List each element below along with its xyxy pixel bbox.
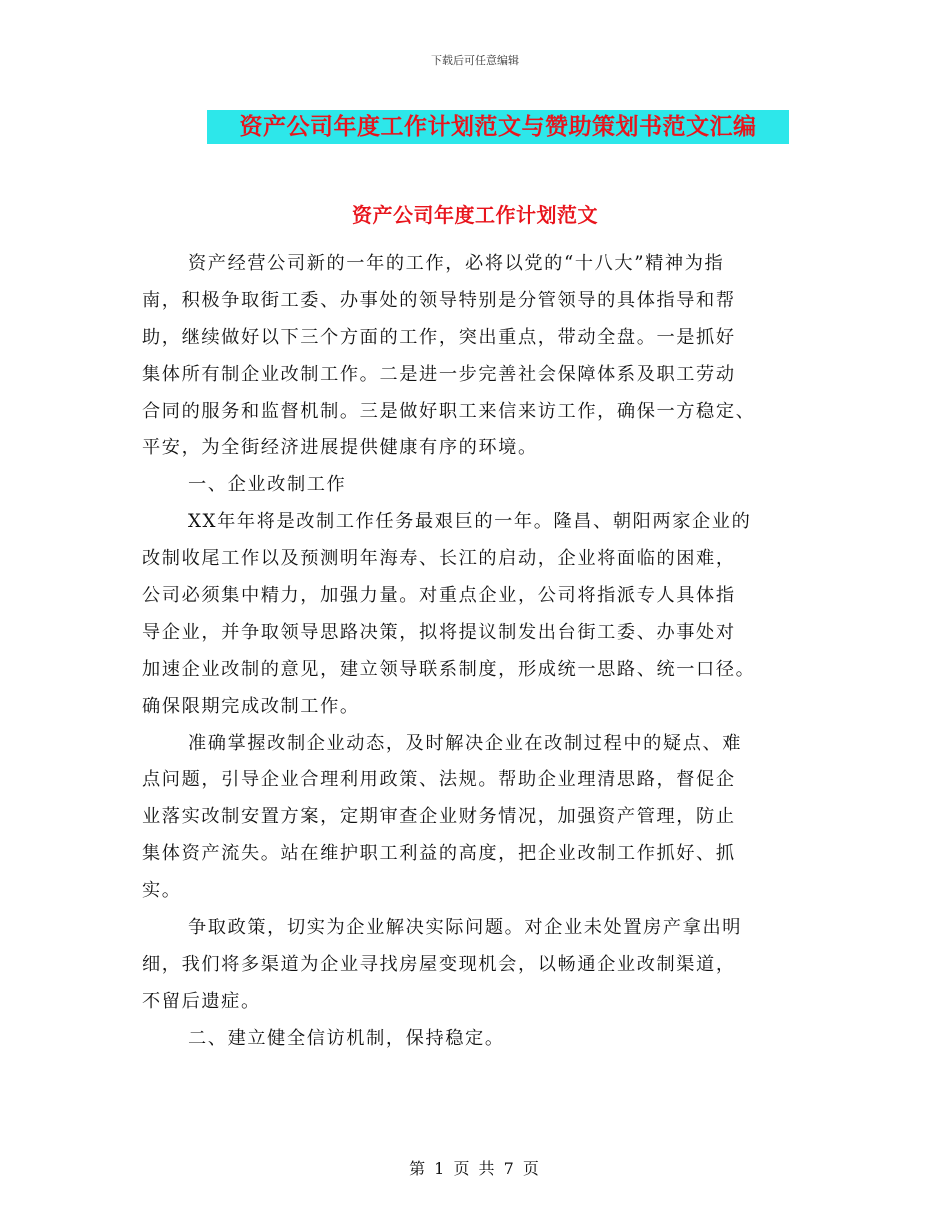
paragraph-line: 集体所有制企业改制工作。二是进一步完善社会保障体系及职工劳动 [142, 363, 736, 385]
paragraph-line: 加速企业改制的意见，建立领导联系制度，形成统一思路、统一口径。 [142, 658, 756, 680]
paragraph-line: 改制收尾工作以及预测明年海寿、长江的启动，企业将面临的困难， [142, 548, 736, 570]
paragraph-line: 业落实改制安置方案，定期审查企业财务情况，加强资产管理，防止 [142, 806, 736, 828]
paragraph-line: 助，继续做好以下三个方面的工作，突出重点，带动全盘。一是抓好 [142, 326, 736, 348]
paragraph-line: 不留后遗症。 [142, 990, 261, 1012]
paragraph-line: 平安，为全街经济进展提供健康有序的环境。 [142, 437, 538, 459]
paragraph-line: 导企业，并争取领导思路决策，拟将提议制发出台街工委、办事处对 [142, 621, 736, 643]
paragraph-line: 资产经营公司新的一年的工作，必将以党的“十八大”精神为指 [188, 253, 725, 274]
page-header-note: 下载后可任意编辑 [431, 54, 519, 67]
page-number: 第 1 页 共 7 页 [409, 1159, 541, 1178]
paragraph-line: 南，积极争取街工委、办事处的领导特别是分管领导的具体指导和帮 [142, 289, 736, 311]
paragraph-line: 集体资产流失。站在维护职工利益的高度，把企业改制工作抓好、抓 [142, 843, 736, 865]
paragraph-line: 确保限期完成改制工作。 [142, 695, 360, 717]
body-text [142, 246, 810, 1058]
document-main-title: 资产公司年度工作计划范文与赞助策划书范文汇编 [207, 110, 789, 144]
paragraph-line: 争取政策，切实为企业解决实际问题。对企业未处置房产拿出明 [188, 917, 743, 939]
section-title: 资产公司年度工作计划范文 [352, 203, 598, 227]
paragraph-line: 实。 [142, 880, 182, 902]
paragraph-line: 准确掌握改制企业动态，及时解决企业在改制过程中的疑点、难 [188, 732, 743, 754]
paragraph-line: 点问题，引导企业合理利用政策、法规。帮助企业理清思路，督促企 [142, 769, 736, 791]
section-heading: 一、企业改制工作 [188, 474, 347, 496]
paragraph-line: XX年年将是改制工作任务最艰巨的一年。隆昌、朝阳两家企业的 [188, 511, 752, 533]
paragraph-line: 公司必须集中精力，加强力量。对重点企业，公司将指派专人具体指 [142, 585, 736, 607]
section-heading: 二、建立健全信访机制，保持稳定。 [188, 1027, 505, 1049]
paragraph-line: 合同的服务和监督机制。三是做好职工来信来访工作，确保一方稳定、 [142, 400, 756, 422]
paragraph-line: 细，我们将多渠道为企业寻找房屋变现机会，以畅通企业改制渠道， [142, 953, 736, 975]
